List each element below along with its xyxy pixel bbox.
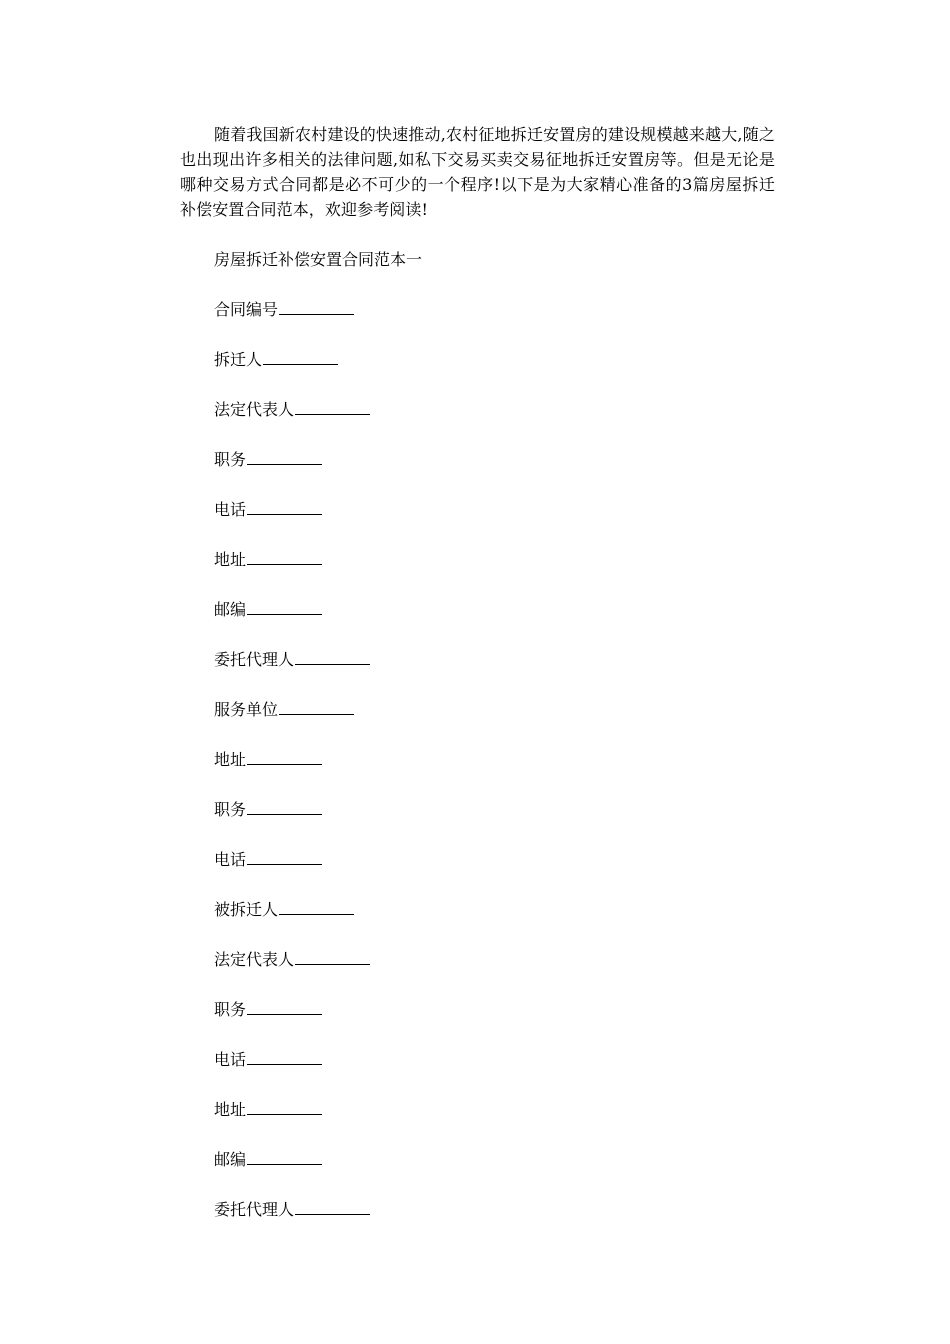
field-label: 电话 [214,1050,247,1069]
field-blank-line [247,1048,322,1065]
field-blank-line [263,348,338,365]
contract-field [180,547,775,572]
field-label: 职务 [214,1000,247,1019]
contract-field [180,1197,775,1222]
contract-field [180,897,775,922]
field-label: 合同编号 [214,300,279,319]
field-blank-line [279,698,354,715]
field-label: 电话 [214,500,247,519]
contract-field [180,1097,775,1122]
intro-paragraph: 随着我国新农村建设的快速推动,农村征地拆迁安置房的建设规模越来越大,随之也出现出许多相关的法律问题,如私下交易买卖交易征地拆迁安置房等。但是无论是哪种交易方式合同都是必不可少的一个程序!以下是为大家精心准备的3篇房屋拆迁补偿安置合同范本，欢迎参考阅读! [180,125,775,219]
field-blank-line [247,598,322,615]
field-label: 法定代表人 [214,400,295,419]
contract-fields [180,297,775,1222]
field-blank-line [247,548,322,565]
field-blank-line [279,898,354,915]
field-blank-line [247,448,322,465]
field-label: 拆迁人 [214,350,263,369]
field-label: 电话 [214,850,247,869]
field-blank-line [247,998,322,1015]
contract-field [180,447,775,472]
field-label: 邮编 [214,1150,247,1169]
contract-field [180,647,775,672]
field-label: 服务单位 [214,700,279,719]
field-label: 地址 [214,1100,247,1119]
field-label: 委托代理人 [214,650,295,669]
field-blank-line [247,1098,322,1115]
field-label: 法定代表人 [214,950,295,969]
contract-field [180,347,775,372]
field-blank-line [247,498,322,515]
field-blank-line [295,948,370,965]
field-label: 职务 [214,450,247,469]
contract-field [180,1047,775,1072]
field-blank-line [295,648,370,665]
field-blank-line [279,298,354,315]
contract-field [180,847,775,872]
contract-field [180,497,775,522]
contract-field [180,947,775,972]
contract-field [180,747,775,772]
field-label: 地址 [214,750,247,769]
contract-field [180,1147,775,1172]
field-label: 职务 [214,800,247,819]
field-blank-line [247,1148,322,1165]
field-blank-line [247,798,322,815]
field-blank-line [295,398,370,415]
field-blank-line [247,748,322,765]
contract-field [180,997,775,1022]
contract-field [180,297,775,322]
contract-field [180,397,775,422]
field-label: 委托代理人 [214,1200,295,1219]
contract-field [180,797,775,822]
field-label: 被拆迁人 [214,900,279,919]
contract-field [180,597,775,622]
field-label: 邮编 [214,600,247,619]
field-blank-line [295,1198,370,1215]
document-page [180,122,775,1247]
contract-field [180,697,775,722]
field-label: 地址 [214,550,247,569]
field-blank-line [247,848,322,865]
section-title: 房屋拆迁补偿安置合同范本一 [214,250,423,269]
